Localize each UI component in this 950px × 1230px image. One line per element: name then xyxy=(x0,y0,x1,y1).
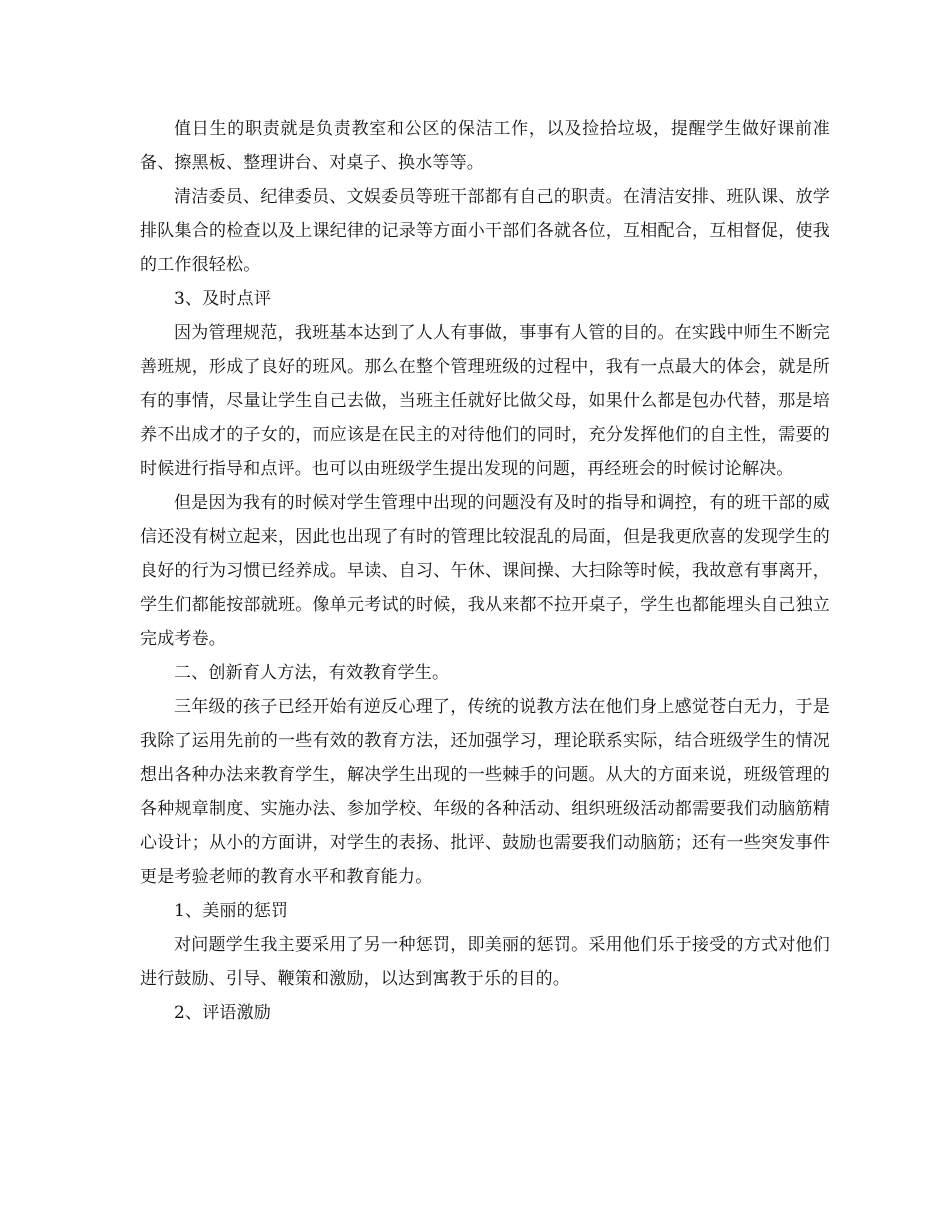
paragraph-duty-student: 值日生的职责就是负责教室和公区的保洁工作，以及捡拾垃圾，提醒学生做好课前准备、擦黑板、整理讲台、对桌子、换水等等。 xyxy=(140,119,830,173)
section-heading-comment-encouragement: 2、评语激励 xyxy=(174,1003,272,1023)
paragraph-management-norms: 因为管理规范，我班基本达到了人人有事做，事事有人管的目的。在实践中师生不断完善班规，形成了良好的班风。那么在整个管理班级的过程中，我有一点最大的体会，就是所有的事情，尽量让学生自己去做，当班主任就好比做父母，如果什么都是包办代替，那是培养不出成才的子女的，而应该是在民主的对待他们的同时，充分发挥他们的自主性，需要的时候进行指导和点评。也可以由班级学生提出发现的问题，再经班会的时候讨论解决。 xyxy=(140,323,830,479)
section-heading-beautiful-punishment: 1、美丽的惩罚 xyxy=(174,901,289,921)
paragraph-shortcomings: 但是因为我有的时候对学生管理中出现的问题没有及时的指导和调控，有的班干部的威信还没有树立起来，因此也出现了有时的管理比较混乱的局面，但是我更欣喜的发现学生的良好的行为习惯已经养成。早读、自习、午休、课间操、大扫除等时候，我故意有事离开，学生们都能按部就班。像单元考试的时候，我从来都不拉开桌子，学生也都能埋头自己独立完成考卷。 xyxy=(140,493,830,649)
paragraph-third-grade: 三年级的孩子已经开始有逆反心理了，传统的说教方法在他们身上感觉苍白无力，于是我除了运用先前的一些有效的教育方法，还加强学习，理论联系实际，结合班级学生的情况想出各种办法来教育学生，解决学生出现的一些棘手的问题。从大的方面来说，班级管理的各种规章制度、实施办法、参加学校、年级的各种活动、组织班级活动都需要我们动脑筋精心设计；从小的方面讲，对学生的表扬、批评、鼓励也需要我们动脑筋；还有一些突发事件更是考验老师的教育水平和教育能力。 xyxy=(140,697,830,887)
document-body xyxy=(140,112,830,1030)
paragraph-class-cadres: 清洁委员、纪律委员、文娱委员等班干部都有自己的职责。在清洁安排、班队课、放学排队集合的检查以及上课纪律的记录等方面小干部们各就各位，互相配合，互相督促，使我的工作很轻松。 xyxy=(140,187,830,275)
section-heading-timely-review: 3、及时点评 xyxy=(174,289,272,309)
section-heading-innovative-methods: 二、创新育人方法，有效教育学生。 xyxy=(174,663,450,683)
paragraph-problem-students: 对问题学生我主要采用了另一种惩罚，即美丽的惩罚。采用他们乐于接受的方式对他们进行鼓励、引导、鞭策和激励，以达到寓教于乐的目的。 xyxy=(140,935,830,989)
